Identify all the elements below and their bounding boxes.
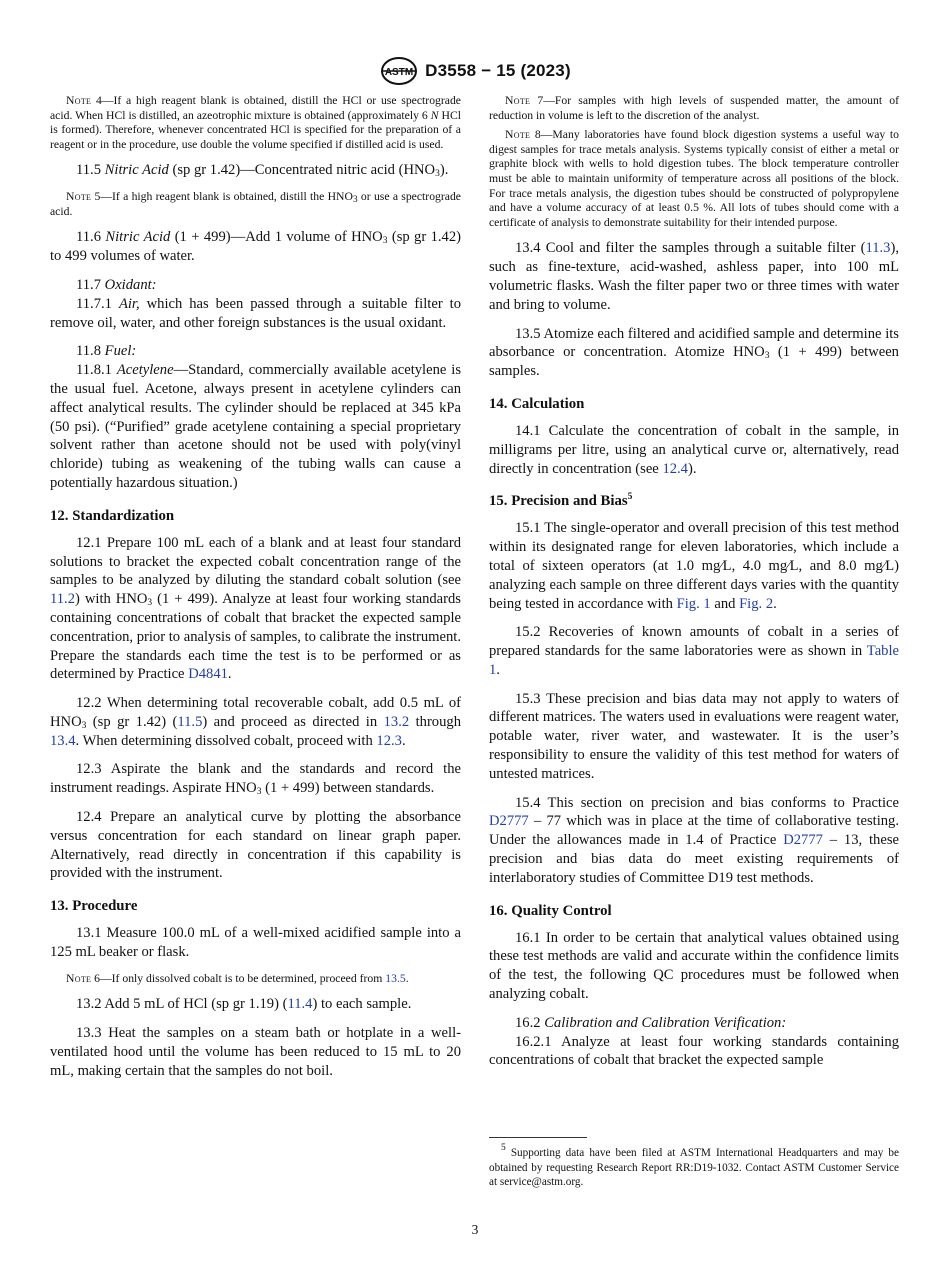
section-12-4: 12.4 Prepare an analytical curve by plotting the absorbance versus concentration for each standard on linear graph paper. Alternatively, read directly in concentration if this capability is provided with the instrument. [50,809,461,882]
section-12-3: 12.3 Aspirate the blank and the standards and record the instrument readings. Aspirate $HNO_3$ (1 + 499) between standards. [50,761,461,798]
footnote-ref-5[interactable]: 5 [627,492,633,503]
left-column [50,94,461,1091]
section-12-2: 12.2 When determining total recoverable cobalt, add 0.5 mL of $HNO_3$ (sp gr 1.42) (11.5) and proceed as directed in 13.2 through 13.4. When determining dissolved cobalt, proceed with 12.3. [50,695,461,749]
footnote-5: $^5$ Supporting data have been filed at ASTM International Headquarters and may be obtained by requesting Research Report RR:D19-1032. Contact ASTM Customer Service at service@astm.org. [489,1143,899,1189]
section-13-4: 13.4 Cool and filter the samples through a suitable filter (11.3), such as fine-texture, acid-washed, ashless paper, into 100 mL volumetric flasks. Wash the filter paper two or three times with water and bring to volume. [489,240,899,313]
section-14-1: 14.1 Calculate the concentration of cobalt in the sample, in milligrams per litre, using an analytical curve or, alternatively, read directly in concentration (see 12.4). [489,422,899,477]
heading-13-procedure: 13. Procedure [50,898,138,915]
link-d2777-77[interactable]: D2777 [489,813,529,830]
section-13-5: 13.5 Atomize each filtered and acidified sample and determine its absorbance or concentration. Atomize $HNO_3$ (1 + 499) between samples. [489,325,899,380]
link-12-3[interactable]: 12.3 [376,732,402,749]
section-16-2-1: 16.2.1 Analyze at least four working standards containing concentrations of cobalt that bracket the expected sample [489,1033,899,1069]
footnote-divider [489,1137,587,1138]
link-table-1[interactable]: Table 1 [489,643,899,678]
astm-logo-icon [379,56,419,86]
link-11-4[interactable]: 11.4 [287,996,313,1013]
section-13-2: 13.2 Add 5 mL of HCl (sp gr 1.19) (11.4) to each sample. [76,996,412,1013]
section-16-1: 16.1 In order to be certain that analytical values obtained using these test methods are valid and accurate within the confidence limits of the test, the following QC procedures must be followed when analyzing cobalt. [489,929,899,1003]
link-13-5[interactable]: 13.5 [385,971,406,985]
section-11-6: 11.6 Nitric Acid (1 + 499)—Add 1 volume of $HNO_3$ (sp gr 1.42) to 499 volumes of water. [50,229,461,265]
section-15-2: 15.2 Recoveries of known amounts of cobalt in a series of prepared standards for the same laboratories were as shown in Table 1. [489,624,899,678]
link-13-2[interactable]: 13.2 [383,713,410,730]
section-13-1: 13.1 Measure 100.0 mL of a well-mixed acidified sample into a 125 mL beaker or flask. [50,925,461,961]
note-4: Note 4—If a high reagent blank is obtained, distill the HCl or use spectrograde acid. When HCl is distilled, an azeotrophic mixture is obtained (approximately 6 N HCl is formed). Therefore, whenever concentrated HCl is specified for the preparation of a reagent or in the procedure, use double the volume specified if distilled acid is used. [50,94,461,151]
link-11-2[interactable]: 11.2 [50,591,75,608]
heading-15-precision-bias: 15. Precision and Bias$^5$ [489,492,633,510]
section-11-5: 11.5 Nitric Acid (sp gr 1.42)—Concentrated nitric acid $(HNO_3)$. [76,162,449,180]
heading-16-quality-control: 16. Quality Control [489,902,612,919]
document-designation: D3558 − 15 (2023) [425,61,571,80]
right-column [489,94,899,1080]
section-11-8-1: 11.8.1 Acetylene—Standard, commercially available acetylene is the usual fuel. Acetone, always present in acetylene cylinders can affect analytical results. The cylinder should be replaced at 345 kPa (50 psi). (“Purified” grade acetylene containing a special proprietary solvent rather than acetone should not be used with poly(vinyl chloride) tubing as weakening of the tubing walls can cause a potentially hazardous situation.) [50,362,461,491]
heading-12-standardization: 12. Standardization [50,507,175,524]
note-7: Note 7—For samples with high levels of suspended matter, the amount of reduction in volume is left to the discretion of the analyst. [489,94,899,122]
section-15-1: 15.1 The single-operator and overall precision of this test method within its designated range for eleven laboratories, which include a total of sixteen operators (at 1.0 mg⁄L, 4.0 mg⁄L, and 8.0 mg⁄L) analyzing each sample on three different days varies with the quantity being tested in accordance with Fig. 1 and Fig. 2. [489,520,899,612]
section-13-3: 13.3 Heat the samples on a steam bath or hotplate in a well-ventilated hood until the volume has been reduced to 15 mL to 20 mL, making certain that the samples do not boil. [50,1025,461,1079]
page-header [0,56,950,86]
logo-text: ASTM [385,67,414,78]
link-11-3[interactable]: 11.3 [865,240,891,257]
heading-14-calculation: 14. Calculation [489,395,585,412]
link-fig-1[interactable]: Fig. 1 [676,595,711,612]
section-11-7-1: 11.7.1 Air, which has been passed through a suitable filter to remove oil, water, and other foreign substances is the usual oxidant. [50,295,462,331]
section-11-8: 11.8 Fuel: [76,343,137,360]
page-number: 3 [471,1222,479,1237]
section-15-4: 15.4 This section on precision and bias conforms to Practice D2777 – 77 which was in place at the time of collaborative testing. Under the allowances made in 1.4 of Practice D2777 – 13, these precision and bias data do meet existing requirements of interlaboratory studies of Committee D19 test methods. [489,794,899,886]
link-d2777-13[interactable]: D2777 [783,832,823,849]
section-11-7: 11.7 Oxidant: [76,276,157,293]
note-8: Note 8—Many laboratories have found block digestion systems a useful way to digest samples for trace metals analysis. Systems typically consist of either a metal or graphite block with wells to hold digestion tubes. The block temperature controller must be able to maintain uniformity of temperature across all positions of the block. For trace metals analysis, the digestion tubes should be constructed of polypropylene and have a volume accuracy of at least 0.5 %. All lots of tubes should come with a certificate of analysis to demonstrate suitability for their intended purpose. [489,128,899,229]
section-12-1: 12.1 Prepare 100 mL each of a blank and at least four standard solutions to bracket the expected cobalt concentration range of the samples to be analyzed by diluting the standard cobalt solution (see 11.2) with $HNO_3$ (1 + 499). Analyze at least four working standards containing concentrations of cobalt that bracket the expected sample concentration, prior to analysis of samples, to calibrate the instrument. Prepare the standards each time the test is to be performed or as determined by Practice D4841. [50,534,461,683]
link-12-4[interactable]: 12.4 [662,460,688,477]
link-fig-2[interactable]: Fig. 2 [739,595,774,612]
link-13-4[interactable]: 13.4 [50,732,76,749]
note-6: Note 6—If only dissolved cobalt is to be determined, proceed from 13.5. [66,971,409,985]
link-11-5[interactable]: 11.5 [177,713,203,730]
section-16-2: 16.2 Calibration and Calibration Verification: [515,1014,787,1031]
note-5: Note 5—If a high reagent blank is obtained, distill the $HNO_3$ or use a spectrograde acid. [50,190,461,218]
link-d4841[interactable]: D4841 [188,666,228,683]
section-15-3: 15.3 These precision and bias data may not apply to waters of different matrices. The waters used in evaluations were reagent water, potable water, river water, and wastewater. It is the user’s responsibility to ensure the validity of this test method for waters of untested matrices. [489,690,899,782]
